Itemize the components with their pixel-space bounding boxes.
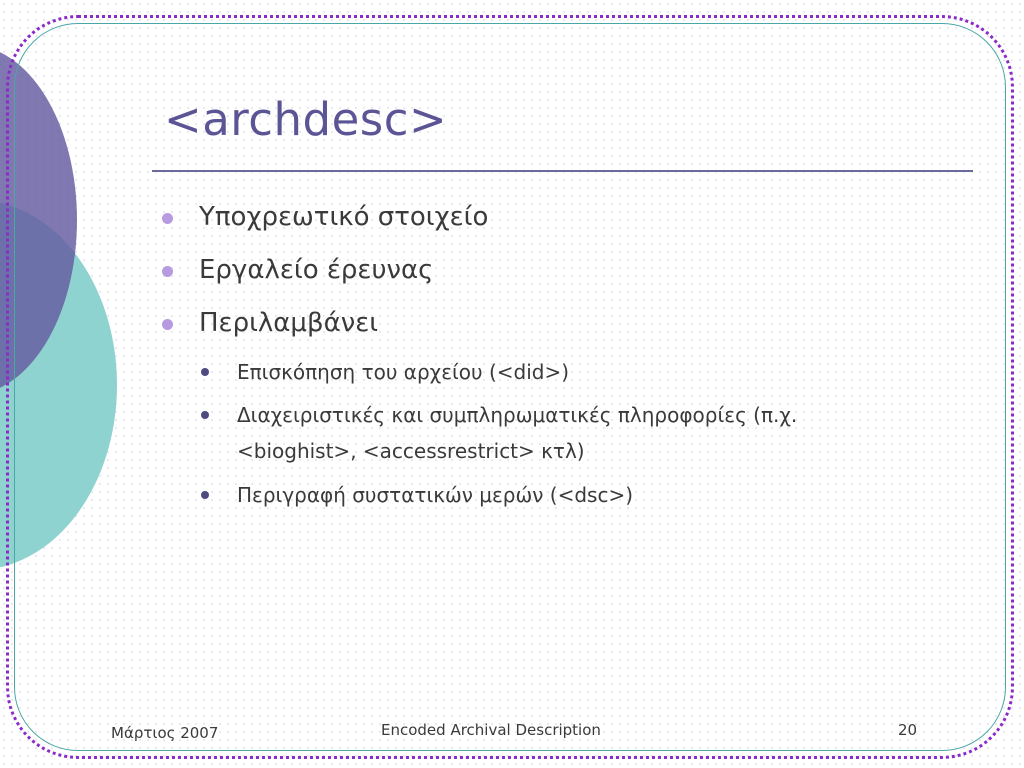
sub-bullet-item <box>237 397 937 469</box>
sub-bullet-text-line1: Διαχειριστικές και συμπληρωματικές πληροφορίες (π.χ. <box>237 403 798 427</box>
bullet-text: Εργαλείο έρευνας <box>199 255 434 285</box>
footer-date: Μάρτιος 2007 <box>111 724 219 742</box>
page-number: 20 <box>898 721 918 739</box>
bullet-item <box>199 200 959 235</box>
bullet-text: Περιλαμβάνει <box>199 308 379 338</box>
bullet-dot-icon <box>162 266 173 277</box>
slide-title: <archdesc> <box>164 93 448 146</box>
bullet-dot-icon <box>201 411 209 419</box>
bullet-item <box>199 253 959 288</box>
footer-title: Encoded Archival Description <box>381 721 601 739</box>
bullet-dot-icon <box>201 368 209 376</box>
sub-bullet-text-line2: <bioghist>, <accessrestrict> κτλ) <box>237 439 585 463</box>
bullet-dot-icon <box>162 213 173 224</box>
bullet-text: Υποχρεωτικό στοιχείο <box>199 202 489 232</box>
title-divider <box>152 170 973 172</box>
bullet-dot-icon <box>162 319 173 330</box>
sub-bullet-item <box>237 354 937 390</box>
sub-bullet-text: Περιγραφή συστατικών μερών (<dsc>) <box>237 483 634 507</box>
bullet-dot-icon <box>201 491 209 499</box>
sub-bullet-text: Επισκόπηση του αρχείου (<did>) <box>237 360 570 384</box>
sub-bullet-item <box>237 477 937 513</box>
bullet-item <box>199 306 959 341</box>
